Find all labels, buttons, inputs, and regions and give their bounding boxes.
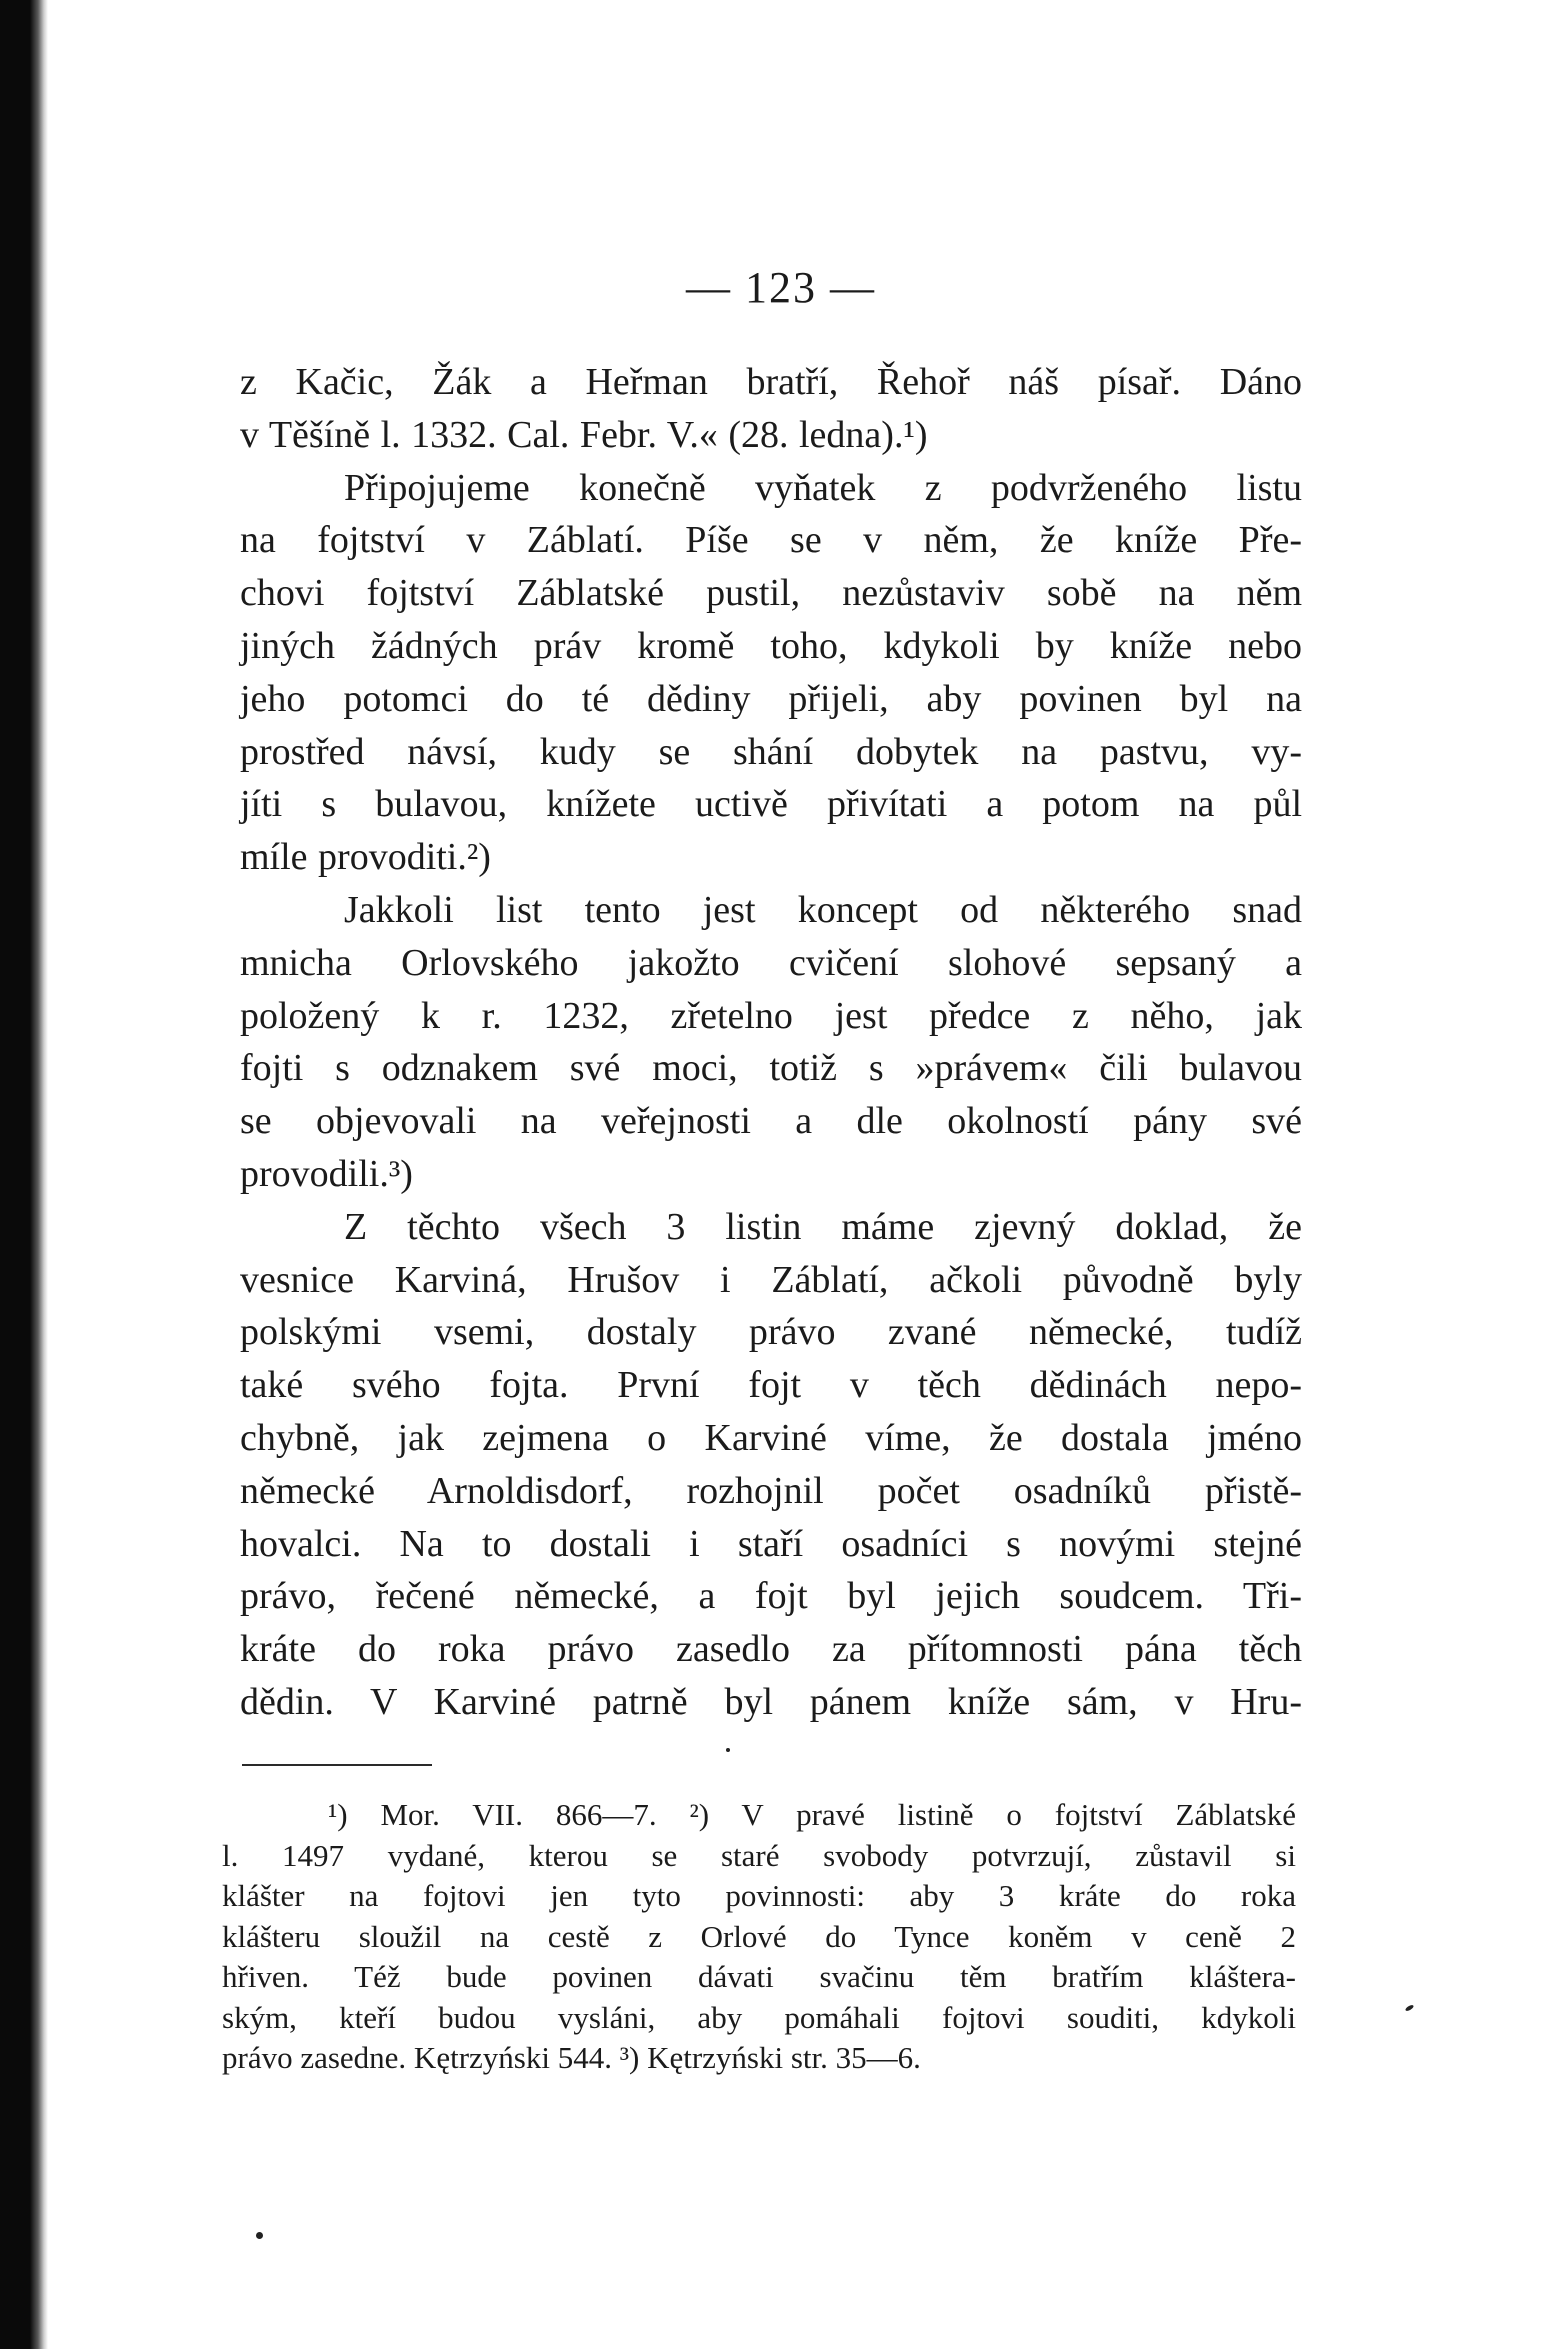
text-line: dědin. V Karviné patrně byl pánem kníže sám, v Hru- [240,1680,1302,1723]
footnote-divider [242,1764,432,1766]
text-line: mnicha Orlovského jakožto cvičení slohové sepsaný a [240,941,1302,984]
text-line: chovi fojtství Záblatské pustil, nezůstaviv sobě na něm [240,572,1302,615]
text-line: chybně, jak zejmena o Karviné víme, že dostala jméno [240,1416,1302,1459]
text-line: Z těchto všech 3 listin máme zjevný doklad, že [344,1205,1302,1248]
text-line: provodili.³) [240,1152,413,1195]
text-line: míle provoditi.²) [240,836,491,879]
text-line: v Těšíně l. 1332. Cal. Febr. V.« (28. ledna).¹) [240,413,928,456]
body-text [240,356,1302,1729]
footnotes [222,1795,1296,2079]
text-line: se objevovali na veřejnosti a dle okolností pány své [240,1100,1302,1143]
text-line: kráte do roka právo zasedlo za přítomnosti pána těch [240,1628,1302,1671]
text-line: polskými vsemi, dostaly právo zvané německé, tudíž [240,1311,1302,1354]
text-line: prostřed návsí, kudy se shání dobytek na pastvu, vy- [240,730,1302,773]
scan-speck [256,2232,263,2239]
binding-edge [0,0,48,2349]
footnote-line: hřiven. Též bude povinen dávati svačinu těm bratřím kláštera- [222,1959,1296,1994]
footnote-line: klášteru sloužil na cestě z Orlové do Tynce koněm v ceně 2 [222,1918,1296,1954]
text-line: právo, řečené německé, a fojt byl jejich soudcem. Tři- [240,1575,1302,1618]
scan-speck [726,1748,730,1752]
text-line: Připojujeme konečně vyňatek z podvrženého listu [344,466,1302,509]
text-line: položený k r. 1232, zřetelno jest předce z něho, jak [240,994,1302,1037]
text-line: německé Arnoldisdorf, rozhojnil počet osadníků přistě- [240,1469,1302,1512]
text-line: jeho potomci do té dědiny přijeli, aby povinen byl na [240,677,1302,720]
text-line: na fojtství v Záblatí. Píše se v něm, že kníže Pře- [240,519,1302,562]
footnote-line: klášter na fojtovi jen tyto povinnosti: aby 3 kráte do roka [222,1878,1296,1913]
text-line: hovalci. Na to dostali i staří osadníci s novými stejné [240,1522,1302,1565]
footnote-line: ským, kteří budou vysláni, aby pomáhali fojtovi souditi, kdykoli [222,1999,1296,2035]
footnote-line: l. 1497 vydané, kterou se staré svobody potvrzují, zůstavil si [222,1837,1296,1873]
page-number: — 123 — [686,263,876,312]
text-line: také svého fojta. První fojt v těch dědinách nepo- [240,1364,1302,1407]
footnote-line: právo zasedne. Kętrzyński 544. ³) Kętrzyński str. 35—6. [222,2040,921,2075]
text-line: z Kačic, Žák a Heřman bratří, Řehoř náš písař. Dáno [240,361,1302,403]
text-line: Jakkoli list tento jest koncept od některého snad [344,888,1302,931]
text-line: jíti s bulavou, knížete uctivě přivítati a potom na půl [240,783,1302,826]
text-line: jiných žádných práv kromě toho, kdykoli by kníže nebo [240,624,1302,667]
text-line: vesnice Karviná, Hrušov i Záblatí, ačkoli původně byly [240,1258,1302,1301]
footnote-line: ¹) Mor. VII. 866—7. ²) V pravé listině o fojtství Záblatské [328,1797,1296,1832]
text-line: fojti s odznakem své moci, totiž s »právem« čili bulavou [240,1047,1302,1090]
scan-speck [1405,2004,1415,2012]
